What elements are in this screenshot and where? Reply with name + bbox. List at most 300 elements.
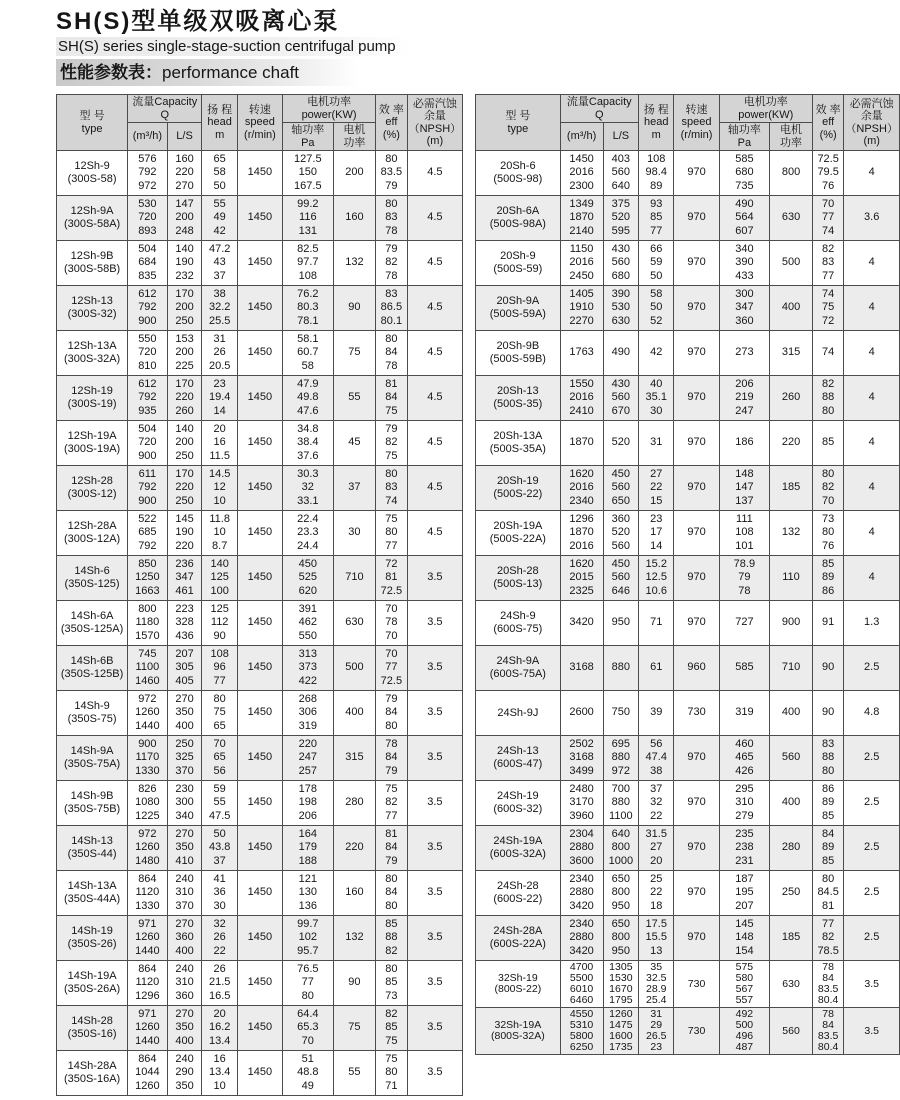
cell-speed: 1450 bbox=[237, 1051, 282, 1096]
cell-motor-power: 220 bbox=[333, 826, 376, 871]
cell-shaft-power: 273 bbox=[719, 331, 770, 376]
cell-npsh: 4 bbox=[844, 511, 900, 556]
cell-speed: 970 bbox=[674, 601, 719, 646]
cell-speed: 970 bbox=[674, 466, 719, 511]
cell-efficiency: 80 84 80 bbox=[376, 871, 407, 916]
cell-npsh: 4.5 bbox=[407, 151, 463, 196]
cell-npsh: 4 bbox=[844, 241, 900, 286]
cell-shaft-power: 206 219 247 bbox=[719, 376, 770, 421]
cell-speed: 730 bbox=[674, 691, 719, 736]
cell-head: 71 bbox=[639, 601, 674, 646]
cell-npsh: 3.5 bbox=[407, 646, 463, 691]
cell-model: 14Sh-6 (350S-125) bbox=[57, 556, 128, 601]
cell-flow-ls: 140 190 232 bbox=[167, 241, 202, 286]
section-banner bbox=[56, 59, 359, 86]
cell-shaft-power: 460 465 426 bbox=[719, 736, 770, 781]
cell-shaft-power: 111 108 101 bbox=[719, 511, 770, 556]
cell-npsh: 3.5 bbox=[844, 1008, 900, 1055]
cell-efficiency: 85 89 86 bbox=[812, 556, 843, 601]
cell-motor-power: 400 bbox=[770, 691, 813, 736]
cell-model: 14Sh-28 (350S-16) bbox=[57, 1006, 128, 1051]
table-row bbox=[476, 151, 900, 196]
cell-speed: 970 bbox=[674, 511, 719, 556]
cell-speed: 730 bbox=[674, 961, 719, 1008]
cell-model: 24Sh-28 (600S-22) bbox=[476, 871, 560, 916]
cell-model: 14Sh-28A (350S-16A) bbox=[57, 1051, 128, 1096]
cell-head: 58 50 52 bbox=[639, 286, 674, 331]
cell-flow-ls: 430 560 670 bbox=[603, 376, 638, 421]
cell-flow-m3h: 864 1044 1260 bbox=[128, 1051, 167, 1096]
cell-flow-ls: 270 350 400 bbox=[167, 691, 202, 736]
cell-motor-power: 800 bbox=[770, 151, 813, 196]
cell-efficiency: 85 88 82 bbox=[376, 916, 407, 961]
cell-model: 14Sh-9 (350S-75) bbox=[57, 691, 128, 736]
table-row bbox=[57, 916, 463, 961]
cell-motor-power: 315 bbox=[333, 736, 376, 781]
cell-speed: 1450 bbox=[237, 871, 282, 916]
cell-efficiency: 79 82 75 bbox=[376, 421, 407, 466]
cell-shaft-power: 391 462 550 bbox=[283, 601, 334, 646]
cell-flow-m3h: 2480 3170 3960 bbox=[560, 781, 603, 826]
table-row bbox=[57, 601, 463, 646]
cell-shaft-power: 82.5 97.7 108 bbox=[283, 241, 334, 286]
cell-efficiency: 79 82 78 bbox=[376, 241, 407, 286]
cell-flow-m3h: 900 1170 1330 bbox=[128, 736, 167, 781]
cell-shaft-power: 47.9 49.8 47.6 bbox=[283, 376, 334, 421]
cell-motor-power: 185 bbox=[770, 466, 813, 511]
cell-efficiency: 82 85 75 bbox=[376, 1006, 407, 1051]
cell-head: 70 65 56 bbox=[202, 736, 237, 781]
cell-speed: 1450 bbox=[237, 556, 282, 601]
cell-motor-power: 500 bbox=[333, 646, 376, 691]
cell-model: 14Sh-13 (350S-44) bbox=[57, 826, 128, 871]
cell-shaft-power: 492 500 496 487 bbox=[719, 1008, 770, 1055]
cell-model: 12Sh-28A (300S-12A) bbox=[57, 511, 128, 556]
cell-head: 15.2 12.5 10.6 bbox=[639, 556, 674, 601]
cell-motor-power: 200 bbox=[333, 151, 376, 196]
cell-npsh: 4 bbox=[844, 421, 900, 466]
table-row bbox=[476, 241, 900, 286]
table-row bbox=[57, 961, 463, 1006]
cell-flow-ls: 375 520 595 bbox=[603, 196, 638, 241]
cell-shaft-power: 187 195 207 bbox=[719, 871, 770, 916]
col-header-head: 扬 程 head m bbox=[202, 95, 237, 151]
cell-speed: 970 bbox=[674, 196, 719, 241]
cell-efficiency: 90 bbox=[812, 646, 843, 691]
cell-model: 24Sh-9J bbox=[476, 691, 560, 736]
cell-shaft-power: 585 bbox=[719, 646, 770, 691]
banner-label: 性能参数表： bbox=[60, 63, 162, 82]
cell-flow-m3h: 1620 2015 2325 bbox=[560, 556, 603, 601]
cell-efficiency: 80 83.5 79 bbox=[376, 151, 407, 196]
cell-speed: 970 bbox=[674, 736, 719, 781]
cell-speed: 970 bbox=[674, 286, 719, 331]
cell-speed: 1450 bbox=[237, 826, 282, 871]
cell-efficiency: 74 75 72 bbox=[812, 286, 843, 331]
col-header-power: 电机功率power(KW) bbox=[283, 95, 376, 123]
cell-efficiency: 85 bbox=[812, 421, 843, 466]
cell-head: 17.5 15.5 13 bbox=[639, 916, 674, 961]
cell-head: 14.5 12 10 bbox=[202, 466, 237, 511]
cell-speed: 1450 bbox=[237, 646, 282, 691]
cell-flow-m3h: 1870 bbox=[560, 421, 603, 466]
cell-model: 12Sh-13 (300S-32) bbox=[57, 286, 128, 331]
cell-motor-power: 90 bbox=[333, 286, 376, 331]
cell-head: 16 13.4 10 bbox=[202, 1051, 237, 1096]
table-row bbox=[57, 691, 463, 736]
cell-head: 38 32.2 25.5 bbox=[202, 286, 237, 331]
cell-shaft-power: 178 198 206 bbox=[283, 781, 334, 826]
cell-flow-m3h: 1349 1870 2140 bbox=[560, 196, 603, 241]
cell-shaft-power: 76.5 77 80 bbox=[283, 961, 334, 1006]
cell-flow-ls: 640 800 1000 bbox=[603, 826, 638, 871]
cell-flow-m3h: 1620 2016 2340 bbox=[560, 466, 603, 511]
cell-efficiency: 75 80 71 bbox=[376, 1051, 407, 1096]
cell-head: 39 bbox=[639, 691, 674, 736]
cell-head: 125 112 90 bbox=[202, 601, 237, 646]
cell-head: 31.5 27 20 bbox=[639, 826, 674, 871]
cell-speed: 970 bbox=[674, 241, 719, 286]
table-row bbox=[476, 871, 900, 916]
cell-shaft-power: 585 680 735 bbox=[719, 151, 770, 196]
table-row bbox=[476, 826, 900, 871]
cell-flow-m3h: 864 1120 1296 bbox=[128, 961, 167, 1006]
cell-speed: 730 bbox=[674, 1008, 719, 1055]
cell-model: 20Sh-19 (500S-22) bbox=[476, 466, 560, 511]
cell-speed: 1450 bbox=[237, 916, 282, 961]
cell-model: 20Sh-13 (500S-35) bbox=[476, 376, 560, 421]
cell-efficiency: 74 bbox=[812, 331, 843, 376]
cell-flow-m3h: 826 1080 1225 bbox=[128, 781, 167, 826]
page-header bbox=[0, 0, 900, 86]
cell-head: 93 85 77 bbox=[639, 196, 674, 241]
table-row bbox=[476, 961, 900, 1008]
cell-speed: 970 bbox=[674, 826, 719, 871]
table-row bbox=[476, 691, 900, 736]
cell-head: 108 98.4 89 bbox=[639, 151, 674, 196]
cell-head: 55 49 42 bbox=[202, 196, 237, 241]
cell-speed: 970 bbox=[674, 421, 719, 466]
cell-flow-ls: 170 220 250 bbox=[167, 466, 202, 511]
cell-model: 20Sh-28 (500S-13) bbox=[476, 556, 560, 601]
cell-flow-ls: 390 530 630 bbox=[603, 286, 638, 331]
cell-model: 14Sh-13A (350S-44A) bbox=[57, 871, 128, 916]
cell-flow-m3h: 522 685 792 bbox=[128, 511, 167, 556]
cell-model: 14Sh-9B (350S-75B) bbox=[57, 781, 128, 826]
cell-model: 20Sh-9 (500S-59) bbox=[476, 241, 560, 286]
cell-motor-power: 132 bbox=[333, 916, 376, 961]
cell-npsh: 3.5 bbox=[407, 601, 463, 646]
cell-flow-m3h: 971 1260 1440 bbox=[128, 1006, 167, 1051]
col-header-motor-power: 电机 功率 bbox=[333, 123, 376, 151]
cell-flow-m3h: 2340 2880 3420 bbox=[560, 916, 603, 961]
cell-model: 14Sh-6B (350S-125B) bbox=[57, 646, 128, 691]
cell-npsh: 4.5 bbox=[407, 511, 463, 556]
col-header-motor-power: 电机 功率 bbox=[770, 123, 813, 151]
cell-model: 24Sh-19A (600S-32A) bbox=[476, 826, 560, 871]
cell-efficiency: 81 84 79 bbox=[376, 826, 407, 871]
cell-model: 32Sh-19A (800S-32A) bbox=[476, 1008, 560, 1055]
cell-flow-ls: 430 560 680 bbox=[603, 241, 638, 286]
col-header-head: 扬 程 head m bbox=[639, 95, 674, 151]
cell-head: 31 29 26.5 23 bbox=[639, 1008, 674, 1055]
cell-model: 20Sh-6 (500S-98) bbox=[476, 151, 560, 196]
cell-npsh: 4.8 bbox=[844, 691, 900, 736]
cell-npsh: 4 bbox=[844, 466, 900, 511]
cell-head: 31 bbox=[639, 421, 674, 466]
cell-model: 32Sh-19 (800S-22) bbox=[476, 961, 560, 1008]
cell-efficiency: 75 82 77 bbox=[376, 781, 407, 826]
cell-efficiency: 78 84 79 bbox=[376, 736, 407, 781]
cell-flow-ls: 1305 1530 1670 1795 bbox=[603, 961, 638, 1008]
cell-shaft-power: 34.8 38.4 37.6 bbox=[283, 421, 334, 466]
cell-flow-m3h: 1763 bbox=[560, 331, 603, 376]
cell-flow-ls: 207 305 405 bbox=[167, 646, 202, 691]
cell-flow-m3h: 1405 1910 2270 bbox=[560, 286, 603, 331]
cell-flow-ls: 950 bbox=[603, 601, 638, 646]
cell-motor-power: 160 bbox=[333, 871, 376, 916]
table-row bbox=[57, 871, 463, 916]
cell-npsh: 2.5 bbox=[844, 646, 900, 691]
cell-efficiency: 82 88 80 bbox=[812, 376, 843, 421]
cell-efficiency: 78 84 83.5 80.4 bbox=[812, 961, 843, 1008]
cell-speed: 970 bbox=[674, 151, 719, 196]
table-row bbox=[57, 556, 463, 601]
page-title: SH(S)型单级双吸离心泵 bbox=[56, 8, 340, 35]
cell-npsh: 3.5 bbox=[407, 781, 463, 826]
table-row bbox=[476, 1008, 900, 1055]
cell-head: 50 43.8 37 bbox=[202, 826, 237, 871]
col-header-unit-m3h: (m³/h) bbox=[560, 123, 603, 151]
cell-speed: 1450 bbox=[237, 781, 282, 826]
col-header-npsh: 必需汽蚀 余量 （NPSH） (m) bbox=[407, 95, 463, 151]
cell-flow-ls: 240 310 360 bbox=[167, 961, 202, 1006]
cell-model: 24Sh-28A (600S-22A) bbox=[476, 916, 560, 961]
cell-shaft-power: 575 580 567 557 bbox=[719, 961, 770, 1008]
cell-flow-m3h: 972 1260 1440 bbox=[128, 691, 167, 736]
cell-head: 27 22 15 bbox=[639, 466, 674, 511]
cell-speed: 1450 bbox=[237, 331, 282, 376]
cell-flow-ls: 147 200 248 bbox=[167, 196, 202, 241]
cell-flow-ls: 270 350 400 bbox=[167, 1006, 202, 1051]
cell-head: 25 22 18 bbox=[639, 871, 674, 916]
cell-motor-power: 55 bbox=[333, 1051, 376, 1096]
cell-motor-power: 55 bbox=[333, 376, 376, 421]
cell-head: 11.8 10 8.7 bbox=[202, 511, 237, 556]
cell-motor-power: 132 bbox=[770, 511, 813, 556]
performance-table-left bbox=[56, 94, 463, 1096]
cell-model: 14Sh-6A (350S-125A) bbox=[57, 601, 128, 646]
cell-flow-m3h: 1150 2016 2450 bbox=[560, 241, 603, 286]
cell-flow-ls: 230 300 340 bbox=[167, 781, 202, 826]
cell-flow-ls: 650 800 950 bbox=[603, 871, 638, 916]
cell-flow-ls: 236 347 461 bbox=[167, 556, 202, 601]
cell-speed: 970 bbox=[674, 871, 719, 916]
cell-model: 12Sh-28 (300S-12) bbox=[57, 466, 128, 511]
cell-shaft-power: 76.2 80.3 78.1 bbox=[283, 286, 334, 331]
cell-flow-ls: 240 310 370 bbox=[167, 871, 202, 916]
cell-head: 23 17 14 bbox=[639, 511, 674, 556]
performance-table-right bbox=[475, 94, 900, 1055]
cell-npsh: 2.5 bbox=[844, 826, 900, 871]
table-row bbox=[57, 376, 463, 421]
cell-flow-ls: 223 328 436 bbox=[167, 601, 202, 646]
cell-efficiency: 86 89 85 bbox=[812, 781, 843, 826]
cell-npsh: 3.5 bbox=[407, 916, 463, 961]
cell-head: 108 96 77 bbox=[202, 646, 237, 691]
cell-npsh: 3.5 bbox=[407, 736, 463, 781]
cell-npsh: 4.5 bbox=[407, 466, 463, 511]
cell-flow-ls: 700 880 1100 bbox=[603, 781, 638, 826]
cell-motor-power: 110 bbox=[770, 556, 813, 601]
cell-speed: 1450 bbox=[237, 736, 282, 781]
table-row bbox=[476, 196, 900, 241]
cell-motor-power: 500 bbox=[770, 241, 813, 286]
table-row bbox=[57, 826, 463, 871]
col-header-shaft-power: 轴功率 Pa bbox=[719, 123, 770, 151]
cell-head: 41 36 30 bbox=[202, 871, 237, 916]
cell-shaft-power: 58.1 60.7 58 bbox=[283, 331, 334, 376]
cell-shaft-power: 300 347 360 bbox=[719, 286, 770, 331]
cell-efficiency: 80 84.5 81 bbox=[812, 871, 843, 916]
cell-motor-power: 75 bbox=[333, 331, 376, 376]
cell-npsh: 4 bbox=[844, 331, 900, 376]
table-row bbox=[476, 286, 900, 331]
cell-npsh: 4 bbox=[844, 151, 900, 196]
cell-motor-power: 220 bbox=[770, 421, 813, 466]
cell-flow-ls: 695 880 972 bbox=[603, 736, 638, 781]
cell-head: 26 21.5 16.5 bbox=[202, 961, 237, 1006]
col-header-speed: 转速 speed (r/min) bbox=[237, 95, 282, 151]
cell-motor-power: 630 bbox=[770, 961, 813, 1008]
cell-head: 140 125 100 bbox=[202, 556, 237, 601]
cell-model: 12Sh-13A (300S-32A) bbox=[57, 331, 128, 376]
cell-shaft-power: 78.9 79 78 bbox=[719, 556, 770, 601]
cell-npsh: 2.5 bbox=[844, 736, 900, 781]
cell-efficiency: 83 86.5 80.1 bbox=[376, 286, 407, 331]
cell-flow-ls: 240 290 350 bbox=[167, 1051, 202, 1096]
cell-model: 12Sh-19A (300S-19A) bbox=[57, 421, 128, 466]
table-row bbox=[476, 736, 900, 781]
cell-shaft-power: 51 48.8 49 bbox=[283, 1051, 334, 1096]
cell-npsh: 1.3 bbox=[844, 601, 900, 646]
cell-npsh: 4.5 bbox=[407, 421, 463, 466]
cell-motor-power: 710 bbox=[770, 646, 813, 691]
cell-shaft-power: 30.3 32 33.1 bbox=[283, 466, 334, 511]
cell-head: 61 bbox=[639, 646, 674, 691]
cell-npsh: 3.5 bbox=[407, 691, 463, 736]
cell-efficiency: 80 82 70 bbox=[812, 466, 843, 511]
cell-flow-ls: 750 bbox=[603, 691, 638, 736]
cell-head: 56 47.4 38 bbox=[639, 736, 674, 781]
cell-efficiency: 73 80 76 bbox=[812, 511, 843, 556]
cell-flow-m3h: 972 1260 1480 bbox=[128, 826, 167, 871]
cell-flow-m3h: 612 792 900 bbox=[128, 286, 167, 331]
cell-model: 14Sh-9A (350S-75A) bbox=[57, 736, 128, 781]
cell-flow-m3h: 1296 1870 2016 bbox=[560, 511, 603, 556]
cell-motor-power: 710 bbox=[333, 556, 376, 601]
cell-shaft-power: 64.4 65.3 70 bbox=[283, 1006, 334, 1051]
cell-motor-power: 400 bbox=[770, 286, 813, 331]
cell-speed: 960 bbox=[674, 646, 719, 691]
cell-efficiency: 79 84 80 bbox=[376, 691, 407, 736]
cell-shaft-power: 22.4 23.3 24.4 bbox=[283, 511, 334, 556]
cell-efficiency: 84 89 85 bbox=[812, 826, 843, 871]
table-row bbox=[57, 331, 463, 376]
cell-flow-ls: 170 220 260 bbox=[167, 376, 202, 421]
cell-speed: 1450 bbox=[237, 691, 282, 736]
cell-head: 65 58 50 bbox=[202, 151, 237, 196]
performance-tables bbox=[56, 94, 900, 1096]
cell-flow-m3h: 800 1180 1570 bbox=[128, 601, 167, 646]
cell-model: 24Sh-13 (600S-47) bbox=[476, 736, 560, 781]
cell-flow-ls: 360 520 560 bbox=[603, 511, 638, 556]
cell-npsh: 2.5 bbox=[844, 781, 900, 826]
banner-text: performance chaft bbox=[162, 63, 300, 82]
col-header-shaft-power: 轴功率 Pa bbox=[283, 123, 334, 151]
cell-flow-ls: 250 325 370 bbox=[167, 736, 202, 781]
cell-speed: 1450 bbox=[237, 511, 282, 556]
cell-shaft-power: 121 130 136 bbox=[283, 871, 334, 916]
cell-efficiency: 70 77 74 bbox=[812, 196, 843, 241]
col-header-unit-ls: L/S bbox=[603, 123, 638, 151]
cell-head: 47.2 43 37 bbox=[202, 241, 237, 286]
cell-model: 14Sh-19A (350S-26A) bbox=[57, 961, 128, 1006]
table-row bbox=[476, 376, 900, 421]
cell-speed: 1450 bbox=[237, 376, 282, 421]
col-header-unit-ls: L/S bbox=[167, 123, 202, 151]
table-body bbox=[476, 151, 900, 1055]
cell-motor-power: 560 bbox=[770, 1008, 813, 1055]
cell-flow-ls: 403 560 640 bbox=[603, 151, 638, 196]
cell-motor-power: 560 bbox=[770, 736, 813, 781]
cell-motor-power: 132 bbox=[333, 241, 376, 286]
cell-shaft-power: 127.5 150 167.5 bbox=[283, 151, 334, 196]
cell-speed: 1450 bbox=[237, 196, 282, 241]
cell-model: 20Sh-6A (500S-98A) bbox=[476, 196, 560, 241]
table-row bbox=[57, 466, 463, 511]
cell-npsh: 4.5 bbox=[407, 196, 463, 241]
cell-flow-m3h: 3168 bbox=[560, 646, 603, 691]
cell-flow-m3h: 530 720 893 bbox=[128, 196, 167, 241]
cell-head: 35 32.5 28.9 25.4 bbox=[639, 961, 674, 1008]
cell-model: 12Sh-19 (300S-19) bbox=[57, 376, 128, 421]
cell-shaft-power: 186 bbox=[719, 421, 770, 466]
cell-efficiency: 75 80 77 bbox=[376, 511, 407, 556]
cell-npsh: 3.5 bbox=[407, 871, 463, 916]
cell-model: 12Sh-9A (300S-58A) bbox=[57, 196, 128, 241]
cell-flow-m3h: 4700 5500 6010 6460 bbox=[560, 961, 603, 1008]
cell-npsh: 4.5 bbox=[407, 376, 463, 421]
cell-flow-ls: 450 560 646 bbox=[603, 556, 638, 601]
cell-shaft-power: 450 525 620 bbox=[283, 556, 334, 601]
cell-shaft-power: 235 238 231 bbox=[719, 826, 770, 871]
cell-speed: 1450 bbox=[237, 1006, 282, 1051]
col-header-power: 电机功率power(KW) bbox=[719, 95, 812, 123]
col-header-type: 型 号 type bbox=[476, 95, 560, 151]
cell-flow-ls: 140 200 250 bbox=[167, 421, 202, 466]
cell-flow-ls: 153 200 225 bbox=[167, 331, 202, 376]
cell-flow-m3h: 3420 bbox=[560, 601, 603, 646]
cell-flow-m3h: 2600 bbox=[560, 691, 603, 736]
cell-flow-m3h: 1450 2016 2300 bbox=[560, 151, 603, 196]
col-header-npsh: 必需汽蚀 余量 （NPSH） (m) bbox=[844, 95, 900, 151]
cell-speed: 970 bbox=[674, 331, 719, 376]
cell-efficiency: 70 77 72.5 bbox=[376, 646, 407, 691]
cell-efficiency: 91 bbox=[812, 601, 843, 646]
cell-shaft-power: 313 373 422 bbox=[283, 646, 334, 691]
cell-shaft-power: 268 306 319 bbox=[283, 691, 334, 736]
